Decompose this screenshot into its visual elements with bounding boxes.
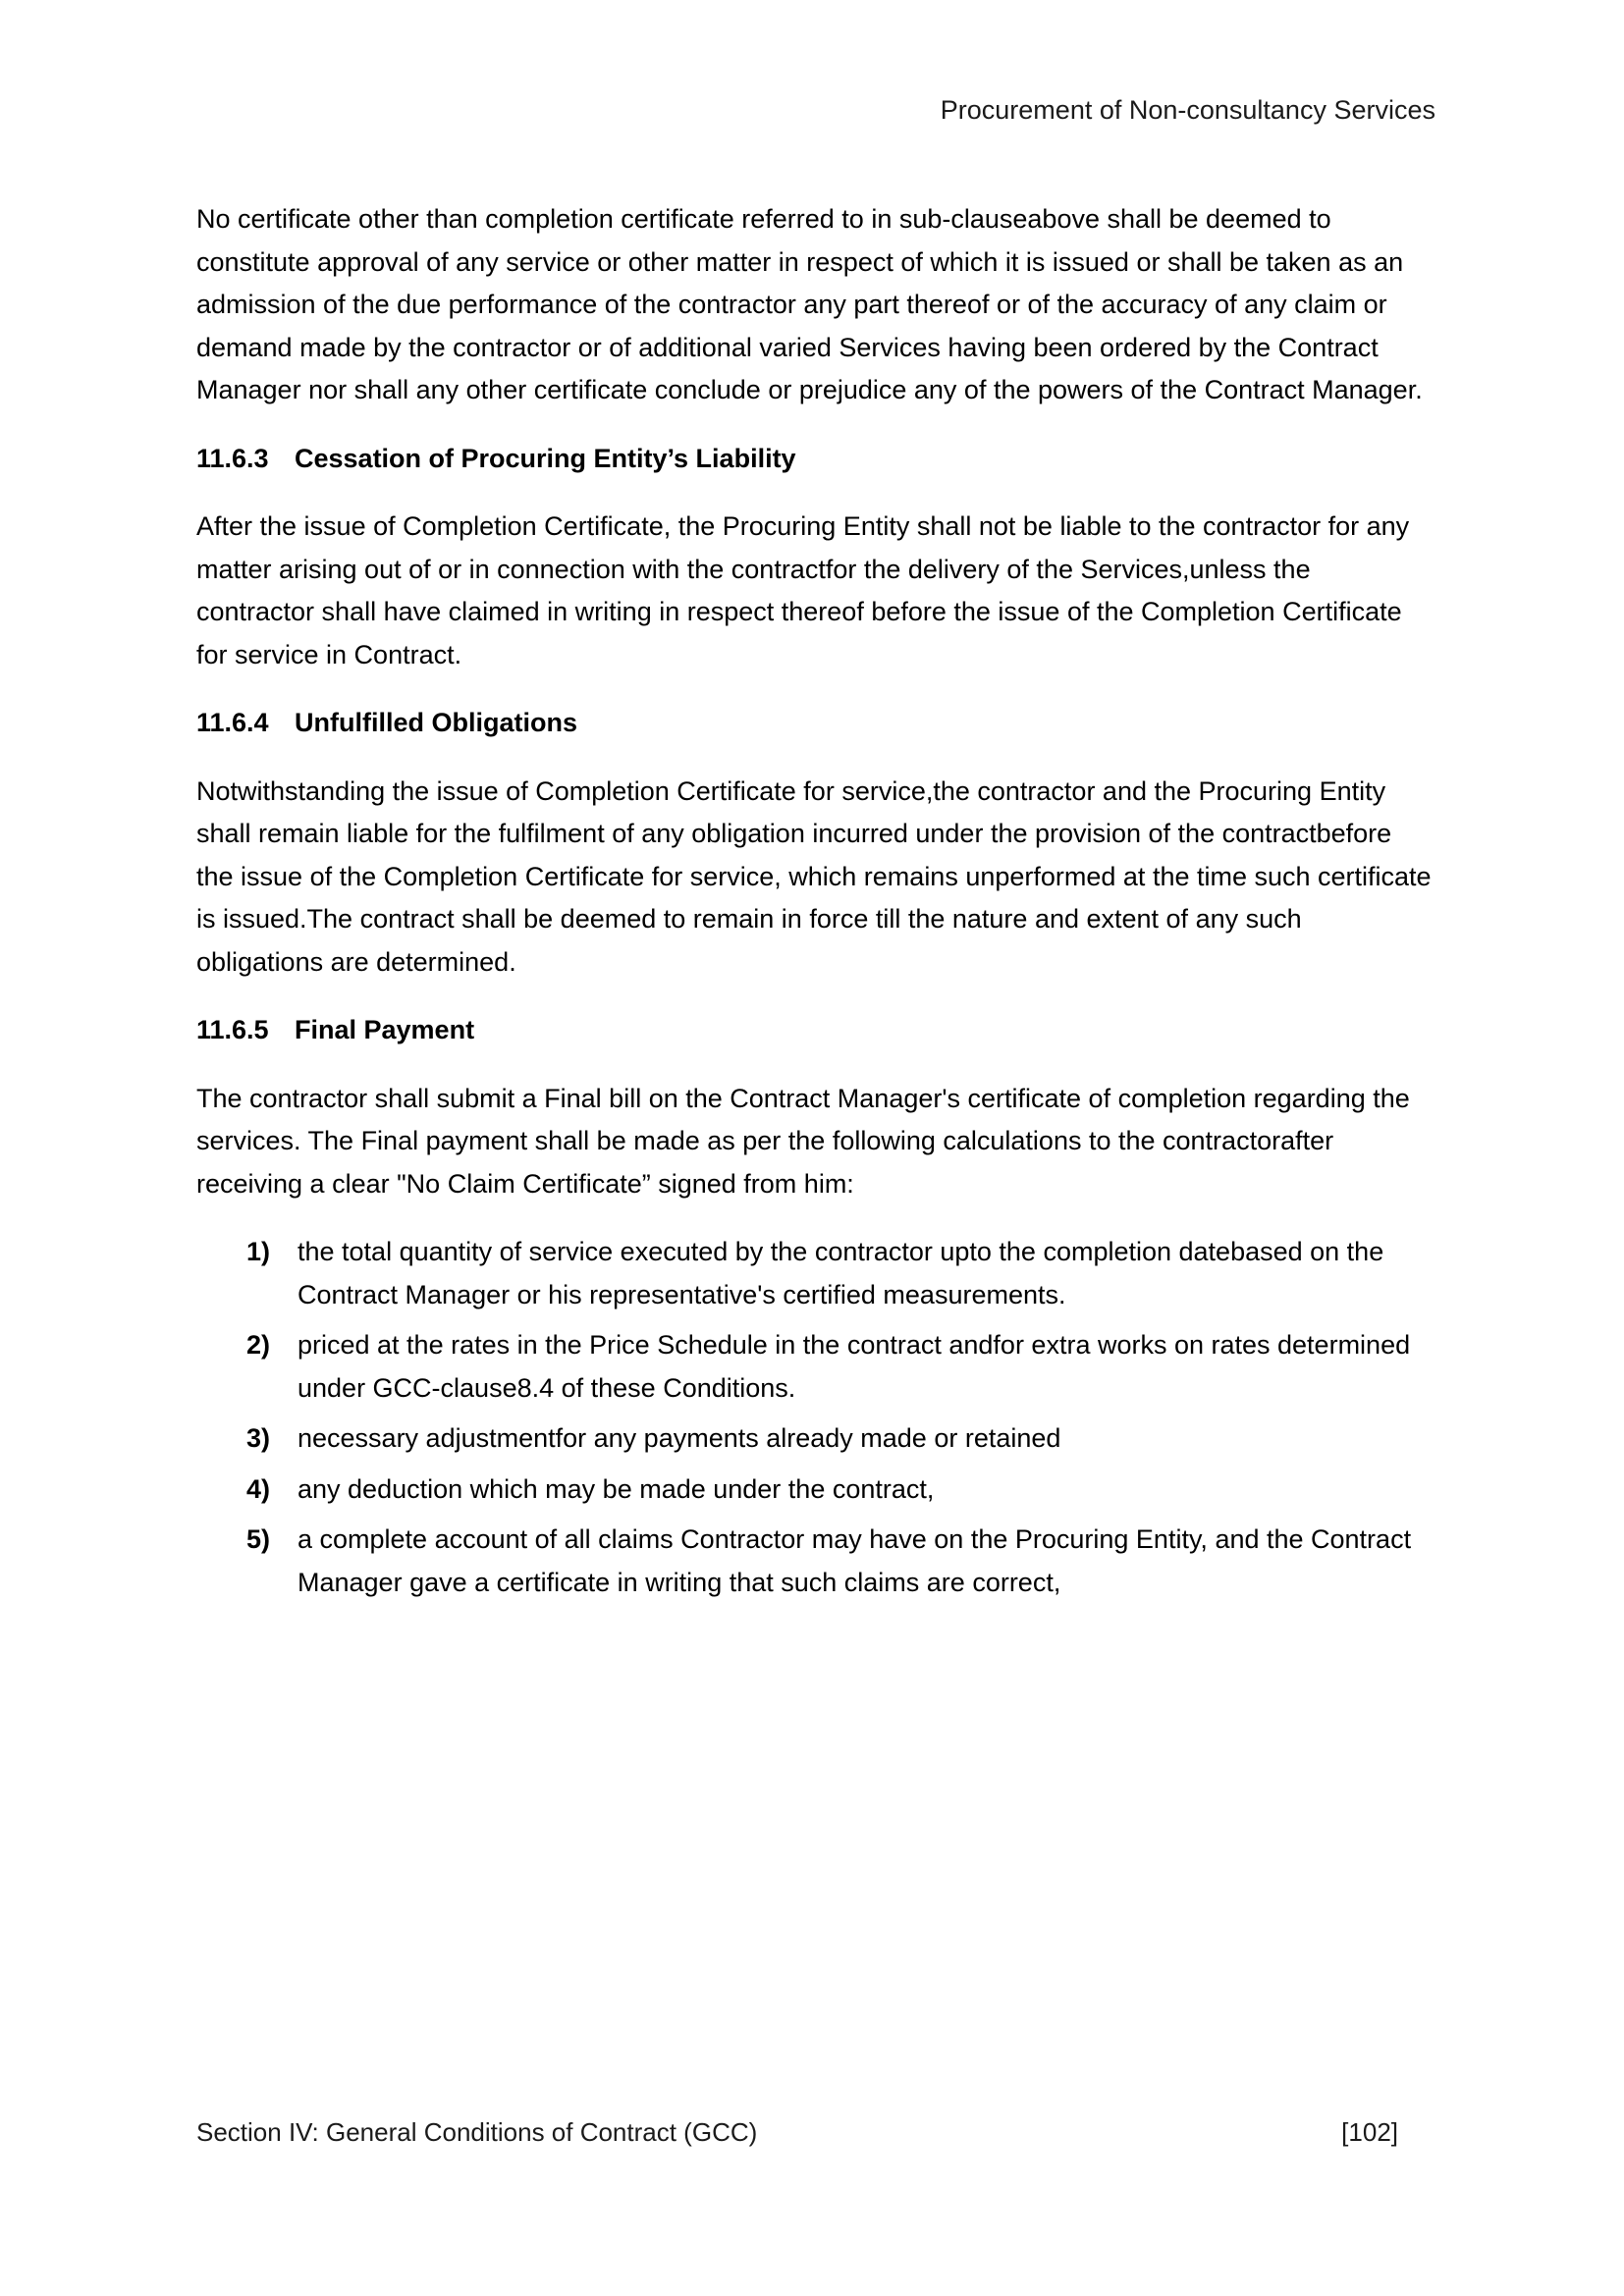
list-item-number: 5) (246, 1524, 271, 1554)
section-number: 11.6.5 (196, 1015, 269, 1044)
list-item-number: 1) (246, 1237, 271, 1266)
list-item-number: 3) (246, 1423, 271, 1453)
final-payment-list (196, 1231, 1435, 1604)
list-item-text: necessary adjustmentfor any payments already made or retained (298, 1423, 1061, 1453)
footer-page-number: [102] (1341, 2117, 1398, 2147)
list-item (196, 1324, 1435, 1410)
section-number: 11.6.3 (196, 443, 269, 473)
intro-paragraph: No certificate other than completion certificate referred to in sub-clauseabove shall be deemed to constitute approval of any service or other matter in respect of which it is issued or shall be taken as an admission of the due performance of the contractor any part thereof or of the accuracy of any claim or demand made by the contractor or of additional varied Services having been ordered by the Contract Manager nor shall any other certificate conclude or prejudice any of the powers of the Contract Manager. (196, 204, 1423, 404)
list-item (196, 1231, 1435, 1316)
page-footer (196, 2117, 1435, 2148)
list-item (196, 1519, 1435, 1604)
section-heading-11-6-5 (196, 1009, 1435, 1052)
section-title: Cessation of Procuring Entity’s Liability (295, 443, 796, 473)
list-item-number: 4) (246, 1473, 271, 1504)
list-item-text: any deduction which may be made under the contract, (298, 1473, 935, 1504)
section-title: Final Payment (295, 1015, 475, 1044)
document-content (196, 198, 1435, 1612)
list-item-text: a complete account of all claims Contractor may have on the Procuring Entity, and the Contract Manager gave a certificate in writing that such claims are correct, (298, 1524, 1412, 1597)
section-number: 11.6.4 (196, 708, 269, 737)
section-heading-11-6-3 (196, 438, 1435, 481)
footer-section-label: Section IV: General Conditions of Contract (GCC) (196, 2117, 758, 2147)
section-body-11-6-3: After the issue of Completion Certificate, the Procuring Entity shall not be liable to the contractor for any matter arising out of or in connection with the contractfor the delivery of the Services,unless the contractor shall have claimed in writing in respect thereof before the issue of the Completion Certificate for service in Contract. (196, 511, 1410, 669)
list-item-text: the total quantity of service executed by the contractor upto the completion datebased on the Contract Manager or his representative's certified measurements. (298, 1237, 1384, 1309)
section-body-11-6-5: The contractor shall submit a Final bill on the Contract Manager's certificate of completion regarding the services. The Final payment shall be made as per the following calculations to the contractorafter receiving a clear "No Claim Certificate” signed from him: (196, 1083, 1410, 1199)
section-heading-11-6-4 (196, 702, 1435, 745)
list-item (196, 1417, 1435, 1461)
page-header-title: Procurement of Non-consultancy Services (940, 95, 1435, 125)
section-title: Unfulfilled Obligations (295, 708, 577, 737)
section-body-11-6-4: Notwithstanding the issue of Completion Certificate for service,the contractor and the Procuring Entity shall remain liable for the fulfilment of any obligation incurred under the provision of the contractbefore the issue of the Completion Certificate for service, which remains unperformed at the time such certificate is issued.The contract shall be deemed to remain in force till the nature and extent of any such obligations are determined. (196, 775, 1432, 977)
list-item-number: 2) (246, 1330, 271, 1360)
list-item-text: priced at the rates in the Price Schedule in the contract andfor extra works on rates determined under GCC-clause8.4 of these Conditions. (298, 1330, 1411, 1403)
list-item (196, 1468, 1435, 1512)
